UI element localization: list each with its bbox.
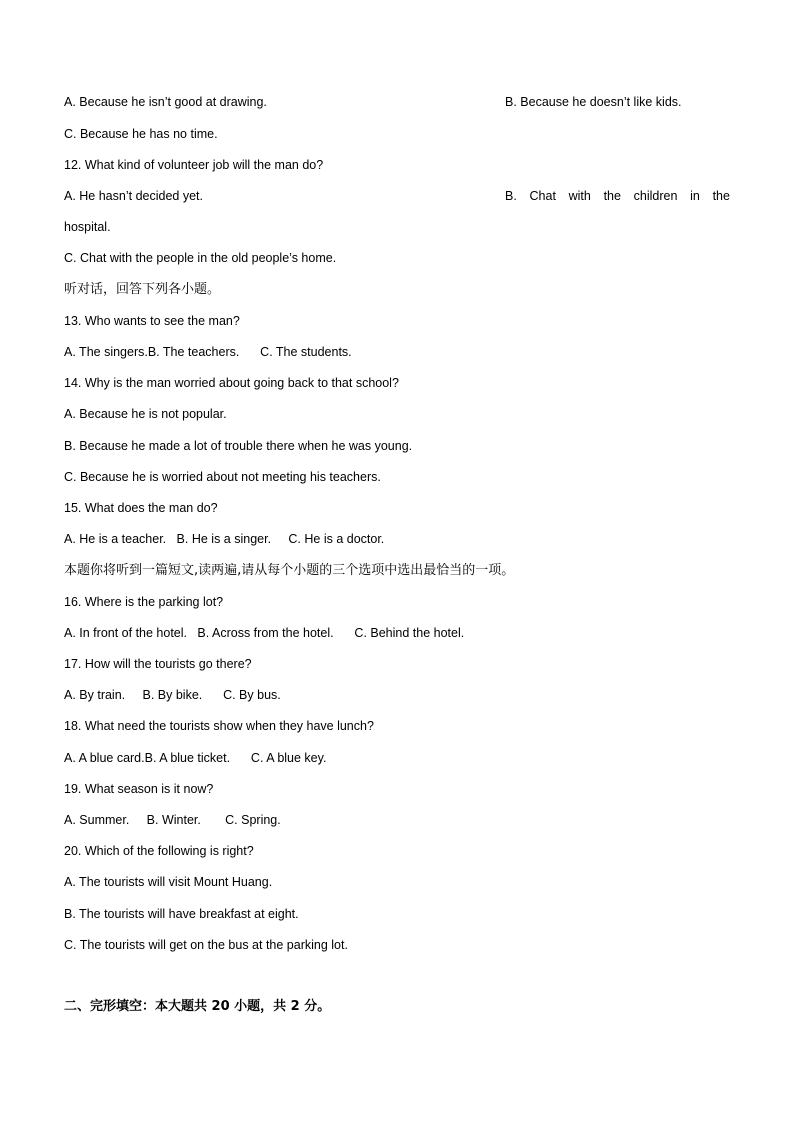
q12-option-b-word: B. (505, 189, 517, 203)
q18-question: 18. What need the tourists show when they have lunch? (64, 719, 374, 733)
q13-question: 13. Who wants to see the man? (64, 314, 240, 328)
q12-option-b-word: the (712, 189, 730, 203)
q17-options: A. By train. B. By bike. C. By bus. (64, 688, 281, 702)
q12-option-c: C. Chat with the people in the old people’s home. (64, 251, 337, 265)
q20-option-c: C. The tourists will get on the bus at the parking lot. (64, 938, 348, 952)
q20-question: 20. Which of the following is right? (64, 844, 254, 858)
q12-option-b (505, 188, 730, 204)
q16-options: A. In front of the hotel. B. Across from the hotel. C. Behind the hotel. (64, 626, 465, 640)
section-2-heading: 二、完形填空：本大题共 20 小题，共 2 分。 (64, 999, 331, 1014)
q19-question: 19. What season is it now? (64, 782, 214, 796)
q14-option-a: A. Because he is not popular. (64, 407, 227, 421)
q11-option-c: C. Because he has no time. (64, 127, 218, 141)
q18-options: A. A blue card.B. A blue ticket. C. A blue key. (64, 751, 327, 765)
q16-question: 16. Where is the parking lot? (64, 595, 224, 609)
q15-options: A. He is a teacher. B. He is a singer. C. He is a doctor. (64, 532, 385, 546)
q12-option-b-word: children (633, 189, 678, 203)
q13-options: A. The singers.B. The teachers. C. The students. (64, 345, 352, 359)
q14-option-c: C. Because he is worried about not meeting his teachers. (64, 470, 381, 484)
q20-option-a: A. The tourists will visit Mount Huang. (64, 875, 273, 889)
q20-option-b: B. The tourists will have breakfast at eight. (64, 907, 299, 921)
section-instruction-dialogue: 听对话，回答下列各小题。 (64, 282, 221, 297)
q15-question: 15. What does the man do? (64, 501, 218, 515)
q11-option-a: A. Because he isn’t good at drawing. (64, 95, 267, 109)
q12-option-b-word: in (690, 189, 700, 203)
q14-question: 14. Why is the man worried about going back to that school? (64, 376, 399, 390)
q12-option-b-word: Chat (529, 189, 556, 203)
q17-question: 17. How will the tourists go there? (64, 657, 252, 671)
q19-options: A. Summer. B. Winter. C. Spring. (64, 813, 281, 827)
q14-option-b: B. Because he made a lot of trouble there when he was young. (64, 439, 413, 453)
q12-option-b-word: with (568, 189, 591, 203)
section-instruction-passage: 本题你将听到一篇短文,读两遍,请从每个小题的三个选项中选出最恰当的一项。 (64, 563, 515, 578)
q12-option-b-continued: hospital. (64, 220, 111, 234)
q12-option-b-word: the (603, 189, 621, 203)
q12-question: 12. What kind of volunteer job will the man do? (64, 158, 324, 172)
q12-option-a: A. He hasn’t decided yet. (64, 189, 203, 203)
q11-option-b: B. Because he doesn’t like kids. (505, 95, 682, 109)
